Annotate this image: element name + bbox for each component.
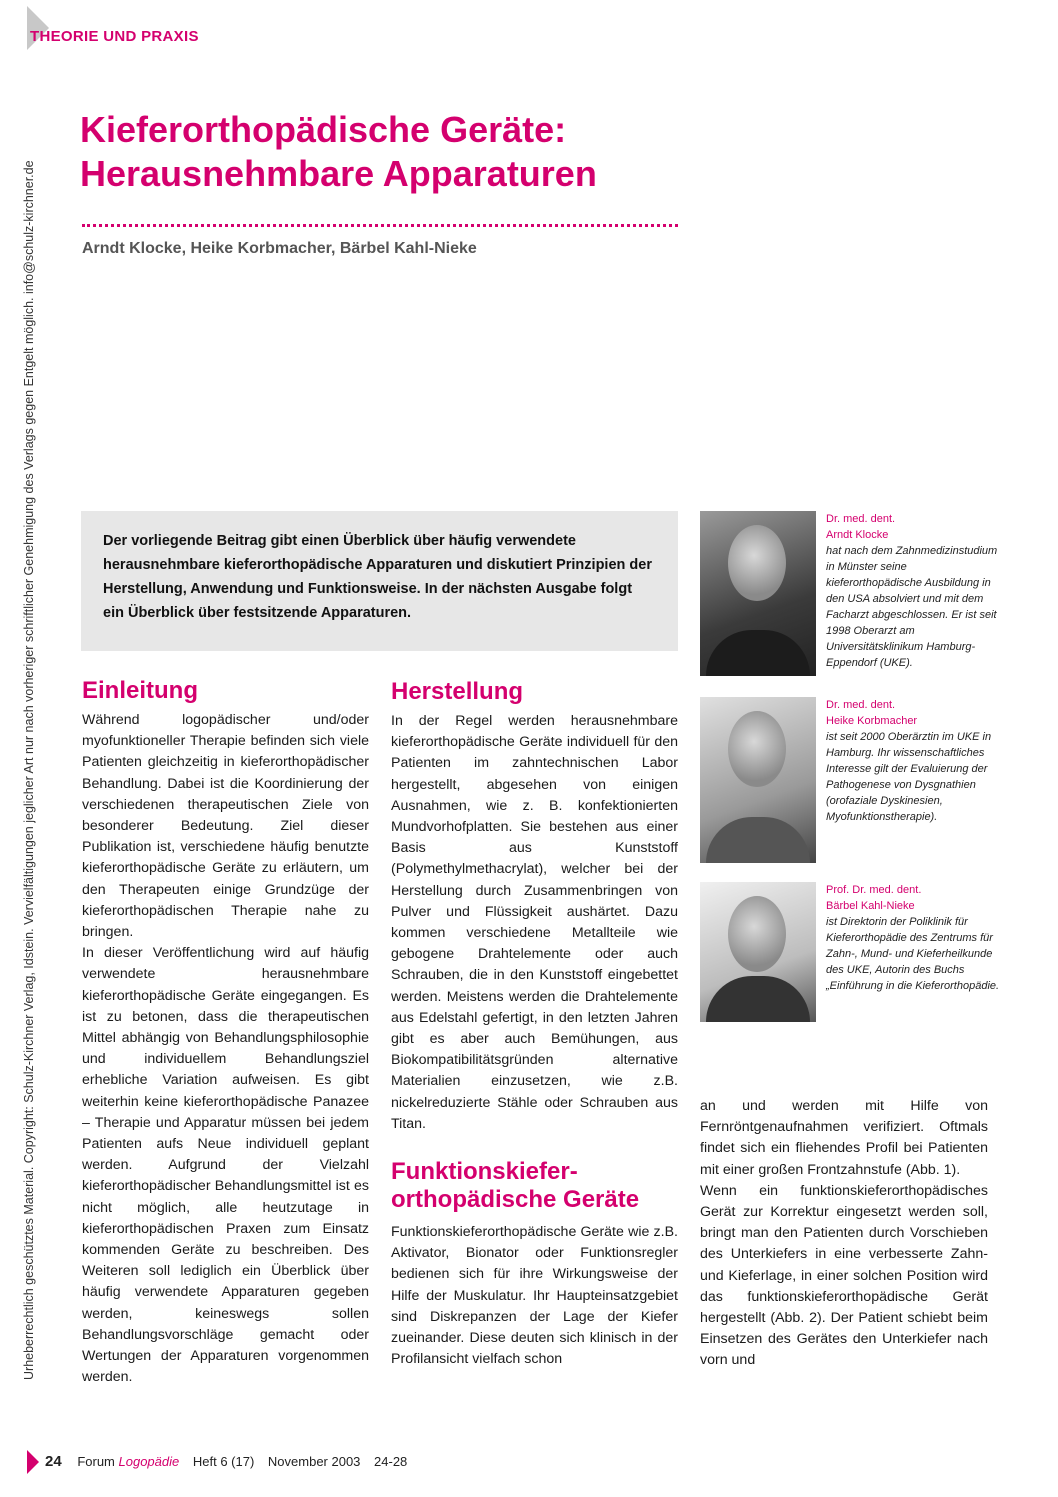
paragraph: Funktionskieferorthopädische Geräte wie z.B. Aktivator, Bionator oder Funktionsregler bedienen sich für ihre Wirkungsweise der Hilfe der Muskulatur. Ihr Haupteinsatzgebiet sind Diskrepanzen der Lage der Kiefer zueinander. Diese deuten sich klinisch in der Profilansicht vielfach schon bbox=[391, 1224, 678, 1368]
face-shape bbox=[728, 896, 786, 972]
title-line-2: Herausnehmbare Apparaturen bbox=[80, 153, 597, 194]
paragraph: In dieser Veröffentlichung wird auf häufig verwendete herausnehmbare kieferorthopädische Geräte eingegangen. Es ist zu betonen, dass die therapeutischen Mittel abhängig von Behandlungsphilosophie und individuellem Behandlungsziel erhebliche Variation aufweisen. Es gibt weiterhin keine kieferorthopädische Panazee – Therapie und Apparatur müssen bei jedem Patienten aufs Neue individuell geplant werden. Aufgrund der Vielzahl kieferorthopädischer Behandlungsmittel ist es nicht möglich, alle heutzutage in kieferorthopädischen Praxen zum Einsatz kommenden Geräte zu beschreiben. Des Weiteren soll lediglich ein Überblick über häufig verwendete Apparaturen gegeben werden, keineswegs sollen Behandlungsvorschläge gemacht oder Wertungen der Apparaturen vorgenommen werden. bbox=[82, 945, 369, 1386]
paragraph: Während logopädischer und/oder myofunktioneller Therapie befinden sich viele Patienten gleichzeitig in kieferorthopädischer Behandlung. Dabei ist die Koordinierung der verschiedenen therapeutischen Ziele von besonderer Bedeutung. Ziel dieser Publikation ist, verschiedene häufig benutzte kieferorthopädische Geräte zu erläutern, um den Therapeuten einige Grundzüge der kieferorthopädischen Therapie nahe zu bringen. bbox=[82, 712, 369, 941]
column-2-part-1 bbox=[391, 711, 678, 1135]
article-title bbox=[80, 108, 780, 196]
shoulders-shape bbox=[706, 817, 810, 863]
dotted-divider bbox=[82, 224, 678, 227]
bio-degree: Prof. Dr. med. dent. bbox=[826, 884, 922, 896]
bio-name: Heike Korbmacher bbox=[826, 715, 918, 727]
bio-degree: Dr. med. dent. bbox=[826, 513, 896, 525]
bio-name: Arndt Klocke bbox=[826, 529, 889, 541]
copyright-note: Urheberrechtlich geschütztes Material. Copyright: Schulz-Kirchner Verlag, Idstein. Vervielfältigungen jeglicher Art nur nach vorheriger schriftlicher Genehmigung des Verlags gegen Entgelt möglich. info@schulz-kirchner.de bbox=[22, 160, 36, 1380]
page-number: 24 bbox=[45, 1453, 62, 1470]
bio-text: hat nach dem Zahnmedizinstudium in Münster seine kieferorthopädische Ausbildung in den USA absolviert und mit dem Facharzt abgeschlossen. Er ist seit 1998 Oberarzt am Universitätsklinikum Hamburg-Eppendorf (UKE). bbox=[826, 545, 998, 669]
footer-triangle-icon bbox=[27, 1450, 39, 1474]
face-shape bbox=[728, 711, 786, 787]
heading-line-2: orthopädische Geräte bbox=[391, 1186, 640, 1213]
bio-korbmacher bbox=[826, 697, 1001, 825]
bio-degree: Dr. med. dent. bbox=[826, 699, 896, 711]
heading-funktionskieferorthopaedische-geraete bbox=[391, 1158, 639, 1214]
footer-issue: Heft 6 (17) bbox=[192, 1454, 255, 1469]
footer bbox=[45, 1453, 407, 1470]
bio-klocke bbox=[826, 511, 1001, 671]
paragraph: Wenn ein funktionskieferorthopädisches Gerät zur Korrektur eingesetzt werden soll, bringt man den Patienten durch Vorschieben des Unterkiefers in eine verbesserte Zahn- und Kieferlage, in einer solchen Position wird das funktionskieferorthopädische Gerät hergestellt (Abb. 2). Der Patient schiebt beim Einsetzen des Gerätes den Unterkiefer nach vorn und bbox=[700, 1182, 988, 1369]
bio-text: ist Direktorin der Poliklinik für Kieferorthopädie des Zentrums für Zahn-, Mund- und Kieferheilkunde des UKE, Autorin des Buchs „Einführung in die Kieferorthopädie. bbox=[826, 916, 1000, 992]
column-1 bbox=[82, 710, 369, 1389]
author-photo-korbmacher bbox=[700, 697, 816, 863]
paragraph: In der Regel werden herausnehmbare kieferorthopädische Geräte individuell für den Patienten im zahntechnischen Labor hergestellt, abgesehen von einigen Ausnahmen, wie z. B. konfektionierten Mundvorhofplatten. Sie bestehen aus einer Basis aus Kunststoff (Polymethylmethacrylat), welcher bei der Herstellung durch Zusammenbringen von Pulver und Flüssigkeit aushärtet. Dazu kommen verschiedene Metallteile wie gebogene Drahtelemente oder auch Schrauben, die in den Kunststoff eingebettet werden. Meistens werden die Drahtelemente aus Edelstahl gefertigt, in den letzten Jahren gibt es aber auch Bemühungen, aus Biokompatibilitätsgründen alternative Materialien einzusetzen, wie z.B. nickelreduzierte Stähle oder Schrauben aus Titan. bbox=[391, 713, 678, 1132]
footer-pages: 24-28 bbox=[374, 1454, 408, 1469]
footer-magazine: Logopädie bbox=[118, 1454, 180, 1469]
title-line-1: Kieferorthopädische Geräte: bbox=[80, 109, 567, 150]
footer-forum: Forum bbox=[77, 1454, 115, 1469]
face-shape bbox=[728, 525, 786, 601]
heading-herstellung: Herstellung bbox=[391, 678, 524, 705]
column-3 bbox=[700, 1096, 988, 1372]
paragraph: an und werden mit Hilfe von Fernröntgenaufnahmen verifiziert. Oftmals findet sich ein fliehendes Profil bei Patienten mit einer großen Frontzahnstufe (Abb. 1). bbox=[700, 1098, 988, 1178]
bio-text: ist seit 2000 Oberärztin im UKE in Hamburg. Ihr wissenschaftliches Interesse gilt der Evaluierung der Pathogenese von Dysgnathien (orofaziale Dyskinesien, Myofunktionstherapie). bbox=[826, 731, 992, 823]
section-label: THEORIE UND PRAXIS bbox=[30, 28, 199, 45]
heading-einleitung: Einleitung bbox=[82, 677, 198, 704]
footer-date: November 2003 bbox=[267, 1454, 361, 1469]
author-photo-klocke bbox=[700, 511, 816, 676]
shoulders-shape bbox=[706, 976, 810, 1022]
heading-line-1: Funktionskiefer- bbox=[391, 1158, 578, 1185]
bio-name: Bärbel Kahl-Nieke bbox=[826, 900, 915, 912]
author-photo-kahl-nieke bbox=[700, 882, 816, 1022]
bio-kahl-nieke bbox=[826, 882, 1001, 994]
abstract-box: Der vorliegende Beitrag gibt einen Überblick über häufig verwendete herausnehmbare kieferorthopädische Apparaturen und diskutiert Prinzipien der Herstellung, Anwendung und Funktionsweise. In der nächsten Ausgabe folgt ein Überblick über festsitzende Apparaturen. bbox=[81, 511, 678, 651]
shoulders-shape bbox=[706, 630, 810, 676]
authors: Arndt Klocke, Heike Korbmacher, Bärbel Kahl-Nieke bbox=[82, 240, 477, 257]
column-2-part-2 bbox=[391, 1222, 678, 1370]
